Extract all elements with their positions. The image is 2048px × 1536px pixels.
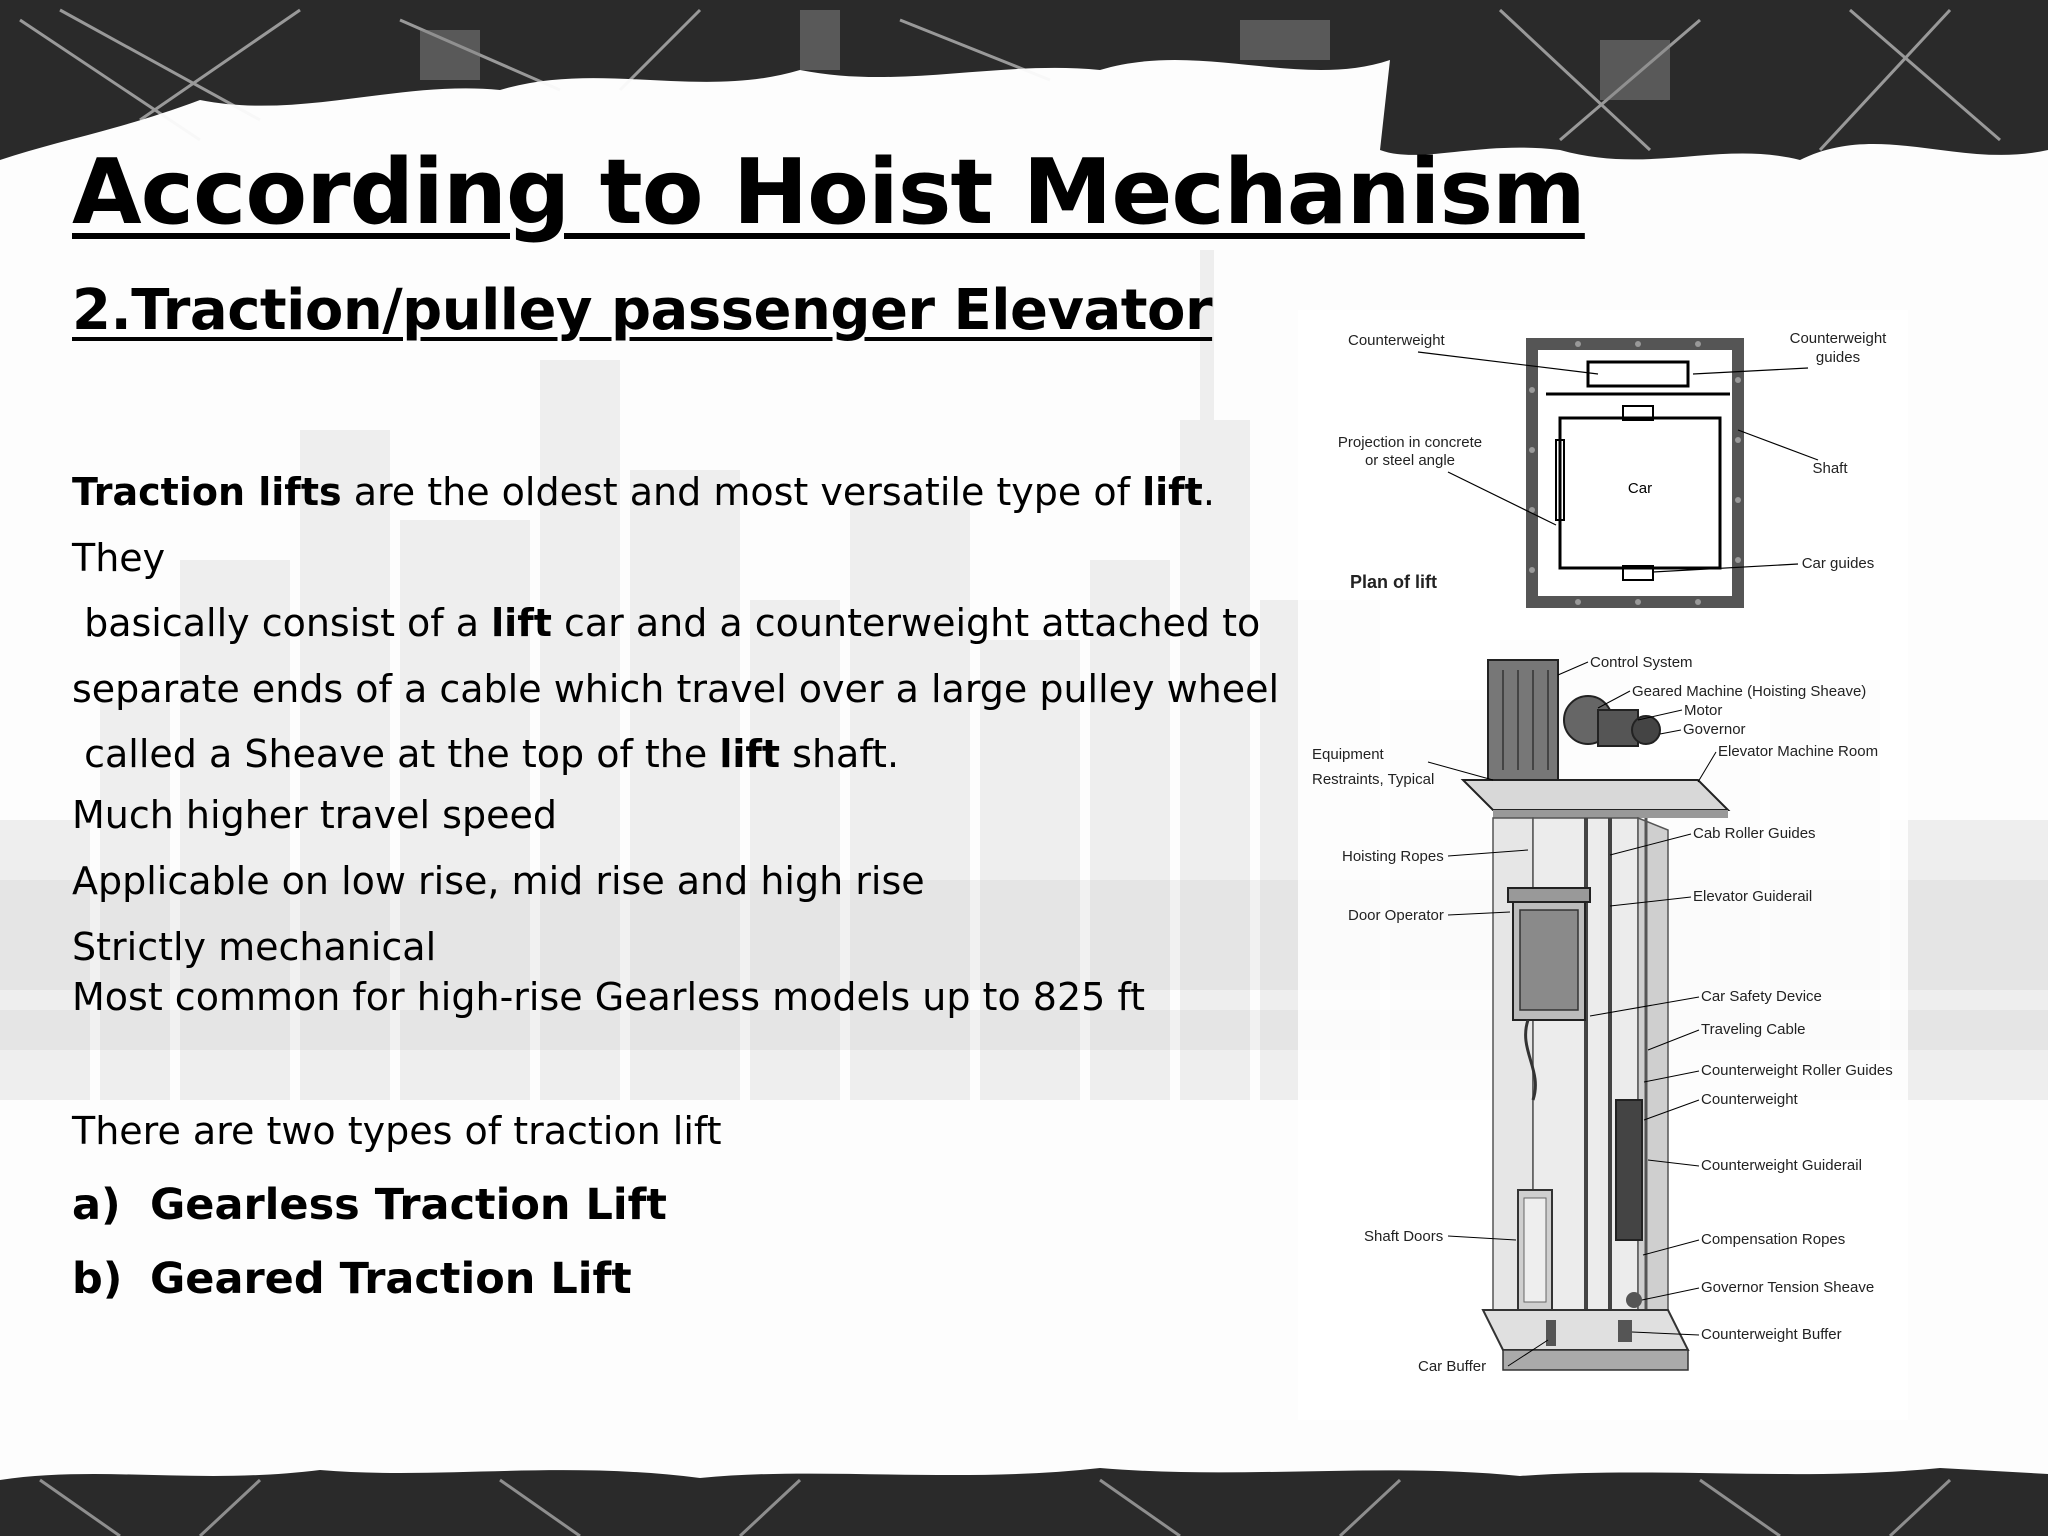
label-machine-room: Elevator Machine Room xyxy=(1718,743,1879,760)
grunge-bottom-border xyxy=(0,1460,2048,1536)
plan-caption: Plan of lift xyxy=(1350,572,1437,592)
text-run: shaft. xyxy=(780,732,900,776)
plan-cw-guides-label-1: Counterweight xyxy=(1789,330,1887,347)
slide-subtitle: 2.Traction/pulley passenger Elevator xyxy=(72,278,1213,343)
text-run: car and a counterweight attached to xyxy=(551,601,1261,645)
text-run: called a Sheave at the top of the xyxy=(72,732,720,776)
feature-item: Strictly mechanical xyxy=(72,925,437,969)
label-elevator-guiderail: Elevator Guiderail xyxy=(1693,888,1813,905)
text-run: . They xyxy=(72,470,1215,580)
paragraph-line xyxy=(72,460,1292,591)
type-item xyxy=(72,1242,667,1316)
paragraph-line xyxy=(72,591,1292,657)
feature-item: Much higher travel speed xyxy=(72,793,557,837)
plan-car-label: Car xyxy=(1627,480,1653,497)
plan-projection-label-1: Projection in concrete xyxy=(1337,434,1483,451)
type-label: Geared Traction Lift xyxy=(150,1254,632,1304)
label-cw-buffer: Counterweight Buffer xyxy=(1701,1326,1842,1343)
label-car-safety-device: Car Safety Device xyxy=(1701,988,1822,1005)
plan-cw-guides-label-2: guides xyxy=(1815,349,1861,366)
paragraph-line xyxy=(72,722,1292,788)
plan-counterweight-label: Counterweight xyxy=(1348,332,1445,349)
label-counterweight: Counterweight xyxy=(1701,1091,1798,1108)
label-motor: Motor xyxy=(1684,702,1723,719)
type-label: Gearless Traction Lift xyxy=(150,1180,667,1230)
label-shaft-doors: Shaft Doors xyxy=(1364,1228,1444,1245)
label-equipment-2: Restraints, Typical xyxy=(1312,771,1435,788)
plan-shaft-label: Shaft xyxy=(1812,460,1848,477)
label-cw-roller-guides: Counterweight Roller Guides xyxy=(1701,1062,1893,1079)
types-intro: There are two types of traction lift xyxy=(72,1109,722,1153)
label-equipment-1: Equipment xyxy=(1312,746,1384,763)
label-car-buffer: Car Buffer xyxy=(1418,1358,1487,1375)
bold-term: lift xyxy=(1142,470,1203,514)
plan-projection-label-2: or steel angle xyxy=(1364,452,1456,469)
bold-term: Traction lifts xyxy=(72,470,342,514)
label-governor-tension-sheave: Governor Tension Sheave xyxy=(1701,1279,1875,1296)
traction-types-list xyxy=(72,1168,667,1316)
description-paragraph xyxy=(72,460,1292,788)
list-marker: a) xyxy=(72,1180,121,1230)
text-run: are the oldest and most versatile type of xyxy=(341,470,1143,514)
label-control-system: Control System xyxy=(1590,654,1693,671)
list-marker: b) xyxy=(72,1254,123,1304)
bold-term: lift xyxy=(719,732,781,776)
type-item xyxy=(72,1168,667,1242)
elevator-diagram xyxy=(1298,310,1908,1420)
slide-title: According to Hoist Mechanism xyxy=(72,140,1585,245)
feature-item: Applicable on low rise, mid rise and high rise xyxy=(72,859,925,903)
label-hoisting-ropes: Hoisting Ropes xyxy=(1342,848,1444,865)
text-run: separate ends of a cable which travel over a large pulley wheel xyxy=(72,666,1280,711)
bold-term: lift xyxy=(491,601,552,645)
label-traveling-cable: Traveling Cable xyxy=(1701,1021,1806,1038)
label-geared-machine: Geared Machine (Hoisting Sheave) xyxy=(1632,683,1867,700)
feature-item: Most common for high-rise Gearless models up to 825 ft xyxy=(72,975,1145,1019)
label-cab-roller-guides: Cab Roller Guides xyxy=(1693,825,1816,842)
label-compensation-ropes: Compensation Ropes xyxy=(1701,1231,1846,1248)
feature-list xyxy=(72,782,1145,1032)
text-run: basically consist of a xyxy=(72,601,492,645)
plan-car-guides-label: Car guides xyxy=(1801,555,1875,572)
label-governor: Governor xyxy=(1683,721,1746,738)
label-cw-guiderail: Counterweight Guiderail xyxy=(1701,1157,1862,1174)
paragraph-line xyxy=(72,657,1292,723)
label-door-operator: Door Operator xyxy=(1348,907,1444,924)
